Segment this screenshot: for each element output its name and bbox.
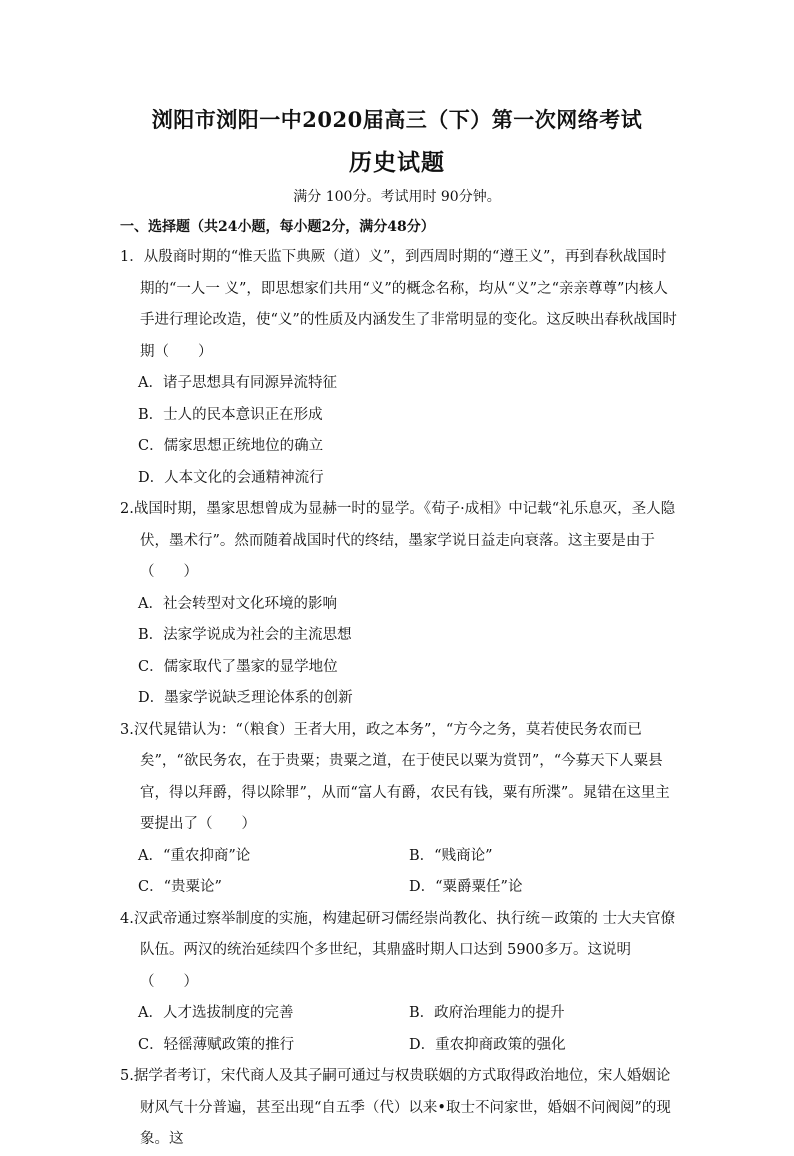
question-text: 1．从殷商时期的“惟天监下典厥（道）义”，到西周时期的“遵王义”，再到春秋战国时期的“一人一 义”，即思想家们共用“义”的概念名称，均从“义”之“亲亲尊尊”内核人手进行理论改造，使“义”的性质及内涵发生了非常明显的变化。这反映出春秋战国时期（ ） [120,249,677,360]
option-a: A．社会转型对文化环境的影响 [138,595,337,612]
option-b: B．士人的民本意识正在形成 [138,406,323,423]
option-a: A．“重农抑商”论 [138,847,251,864]
option-c: C．儒家思想正统地位的确立 [138,438,324,454]
question-1 [120,242,680,494]
exam-title: 浏阳市浏阳一中2020届高三（下）第一次网络考试 [151,107,643,132]
option-c: C．轻徭薄赋政策的推行 [138,1036,295,1053]
question-4 [120,904,680,1062]
option-row [120,1030,680,1062]
option-row [120,872,680,904]
question-list [120,242,680,1156]
option-c: C．儒家取代了墨家的显学地位 [138,658,338,675]
option-b: B．法家学说成为社会的主流思想 [138,627,352,643]
exam-info: 满分 100分。考试用时 90分钟。 [293,189,501,205]
question-text: 2.战国时期，墨家思想曾成为显赫一时的显学。《荀子·成相》中记载“礼乐息灭，圣人隐伏，墨术行”。然而随着战国时代的终结，墨家学说日益走向衰落。这主要是由于（ ） [120,501,676,580]
option-row [120,998,680,1030]
question-text: 4.汉武帝通过察举制度的实施，构建起研习儒经崇尚教化、执行统－政策的 士大夫官僚队伍。两汉的统治延续四个多世纪，其鼎盛时期人口达到 5900多万。这说明（ ） [120,910,675,990]
option-b: B．“贱商论” [409,847,493,864]
option-d: D．重农抑商政策的强化 [409,1036,566,1053]
question-text: 3.汉代晁错认为：“（粮食）王者大用，政之本务”，“方今之务，莫若使民务农而已矣”，“欲民务农，在于贵粟；贵粟之道，在于使民以粟为赏罚”，“今募天下人粟县官，得以拜爵，得以除罪”，从而“富人有爵，农民有钱，粟有所渫”。晁错在这里主要提出了（ ） [120,721,670,832]
option-d: D．人本文化的会通精神流行 [138,469,324,486]
question-3 [120,715,680,904]
option-b: B．政府治理能力的提升 [409,1005,565,1021]
option-a: A．诸子思想具有同源异流特征 [138,375,337,391]
subject-title: 历史试题 [349,149,445,176]
question-5 [120,1061,680,1156]
option-c: C．“贵粟论” [138,879,222,895]
option-a: A．人才选拔制度的完善 [138,1005,294,1021]
option-d: D．“粟爵粟任”论 [409,879,523,895]
question-2 [120,494,680,715]
option-d: D．墨家学说缺乏理论体系的创新 [138,690,353,706]
option-row [120,841,680,873]
question-text: 5.据学者考订，宋代商人及其子嗣可通过与权贵联姻的方式取得政治地位，宋人婚姻论财风气十分普遍，甚至出现“自五季（代）以来•取士不问家世，婚姻不问阀阅”的现象。这 [120,1068,671,1147]
section-heading: 一、选择题（共24小题，每小题2分，满分48分） [120,219,435,235]
